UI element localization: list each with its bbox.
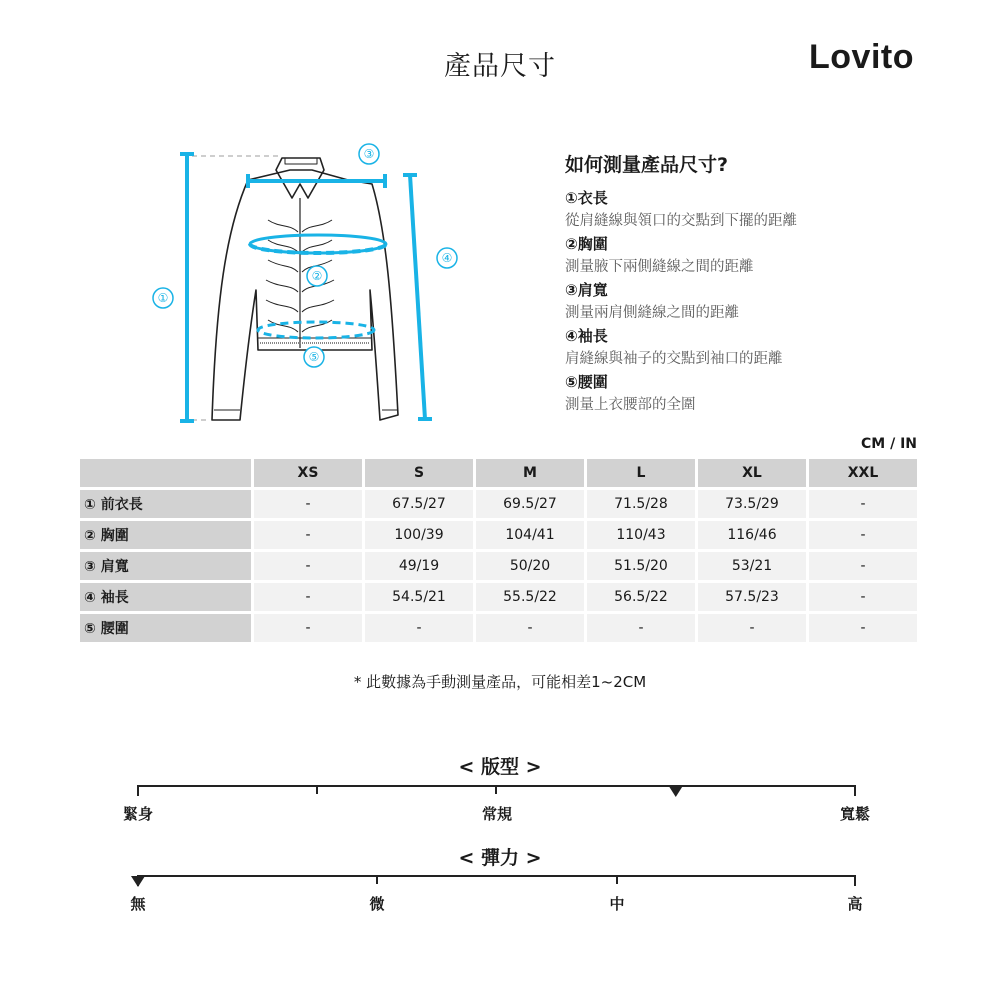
size-header: XXL <box>809 459 917 487</box>
table-cell: 53/21 <box>698 552 806 580</box>
table-cell: 110/43 <box>587 521 695 549</box>
stretch-label-none: 無 <box>130 895 146 913</box>
table-cell: 73.5/29 <box>698 490 806 518</box>
table-cell: 56.5/22 <box>587 583 695 611</box>
table-cell: - <box>698 614 806 642</box>
table-cell: - <box>476 614 584 642</box>
table-cell: - <box>809 614 917 642</box>
table-cell: 67.5/27 <box>365 490 473 518</box>
table-cell: - <box>254 583 362 611</box>
table-cell: 116/46 <box>698 521 806 549</box>
fit-label-tight: 緊身 <box>122 805 154 823</box>
table-row <box>80 521 917 549</box>
garment-diagram <box>140 140 460 440</box>
fit-label-loose: 寬鬆 <box>839 805 871 823</box>
row-label: ① 前衣長 <box>80 490 251 518</box>
table-cell: - <box>587 614 695 642</box>
marker-4: ④ <box>441 251 453 265</box>
measure-desc-length: 從肩縫線與領口的交點到下擺的距離 <box>565 213 797 229</box>
brand-logo: Lovito <box>809 38 914 76</box>
marker-3: ③ <box>363 147 375 161</box>
stretch-label-slight: 微 <box>369 895 385 913</box>
measure-desc-shoulder: 測量兩肩側縫線之間的距離 <box>565 305 739 321</box>
marker-5: ⑤ <box>308 350 320 364</box>
row-label: ③ 肩寬 <box>80 552 251 580</box>
table-cell: 57.5/23 <box>698 583 806 611</box>
stretch-label-high: 高 <box>847 895 863 913</box>
table-cell: - <box>254 614 362 642</box>
stretch-scale-title: < 彈力 > <box>458 847 542 869</box>
table-cell: - <box>809 583 917 611</box>
measure-guide-title: 如何測量產品尺寸? <box>565 154 729 176</box>
measure-label-shoulder: ③肩寬 <box>565 281 608 299</box>
size-header: L <box>587 459 695 487</box>
table-cell: - <box>809 490 917 518</box>
size-header: XS <box>254 459 362 487</box>
table-cell: - <box>809 521 917 549</box>
size-header: S <box>365 459 473 487</box>
table-cell: 71.5/28 <box>587 490 695 518</box>
table-cell: 69.5/27 <box>476 490 584 518</box>
table-cell: 50/20 <box>476 552 584 580</box>
row-label: ② 胸圍 <box>80 521 251 549</box>
fit-scale <box>0 780 1000 800</box>
table-cell: - <box>254 552 362 580</box>
page-title: 產品尺寸 <box>444 51 556 82</box>
fit-label-regular: 常規 <box>481 805 513 823</box>
measure-label-waist: ⑤腰圍 <box>565 373 608 391</box>
measure-desc-waist: 測量上衣腰部的全圍 <box>565 397 696 413</box>
measure-label-length: ①衣長 <box>565 189 608 207</box>
stretch-label-medium: 中 <box>609 895 625 913</box>
measure-label-sleeve: ④袖長 <box>565 327 608 345</box>
marker-2: ② <box>311 269 323 283</box>
unit-label: CM / IN <box>861 436 917 452</box>
table-cell: - <box>365 614 473 642</box>
table-corner <box>80 459 251 487</box>
measure-desc-chest: 測量腋下兩側縫線之間的距離 <box>565 259 754 275</box>
row-label: ⑤ 腰圍 <box>80 614 251 642</box>
stretch-level-marker <box>131 876 145 887</box>
measure-label-chest: ②胸圍 <box>565 235 608 253</box>
table-row <box>80 552 917 580</box>
table-row <box>80 583 917 611</box>
measure-desc-sleeve: 肩縫線與袖子的交點到袖口的距離 <box>565 351 783 367</box>
table-cell: 100/39 <box>365 521 473 549</box>
measure-guide <box>565 150 925 417</box>
table-cell: - <box>809 552 917 580</box>
fit-level-marker <box>669 786 683 797</box>
table-cell: 54.5/21 <box>365 583 473 611</box>
table-header-row <box>80 459 917 487</box>
size-header: XL <box>698 459 806 487</box>
row-label: ④ 袖長 <box>80 583 251 611</box>
fit-scale-title: < 版型 > <box>458 756 542 778</box>
table-row <box>80 614 917 642</box>
table-row <box>80 490 917 518</box>
table-cell: 51.5/20 <box>587 552 695 580</box>
stretch-scale <box>0 870 1000 890</box>
size-header: M <box>476 459 584 487</box>
table-cell: - <box>254 490 362 518</box>
table-cell: 49/19 <box>365 552 473 580</box>
measurement-note: * 此數據為手動測量產品，可能相差1~2CM <box>353 673 647 691</box>
table-cell: - <box>254 521 362 549</box>
marker-1: ① <box>157 291 169 305</box>
table-cell: 104/41 <box>476 521 584 549</box>
size-table <box>77 456 920 645</box>
table-cell: 55.5/22 <box>476 583 584 611</box>
